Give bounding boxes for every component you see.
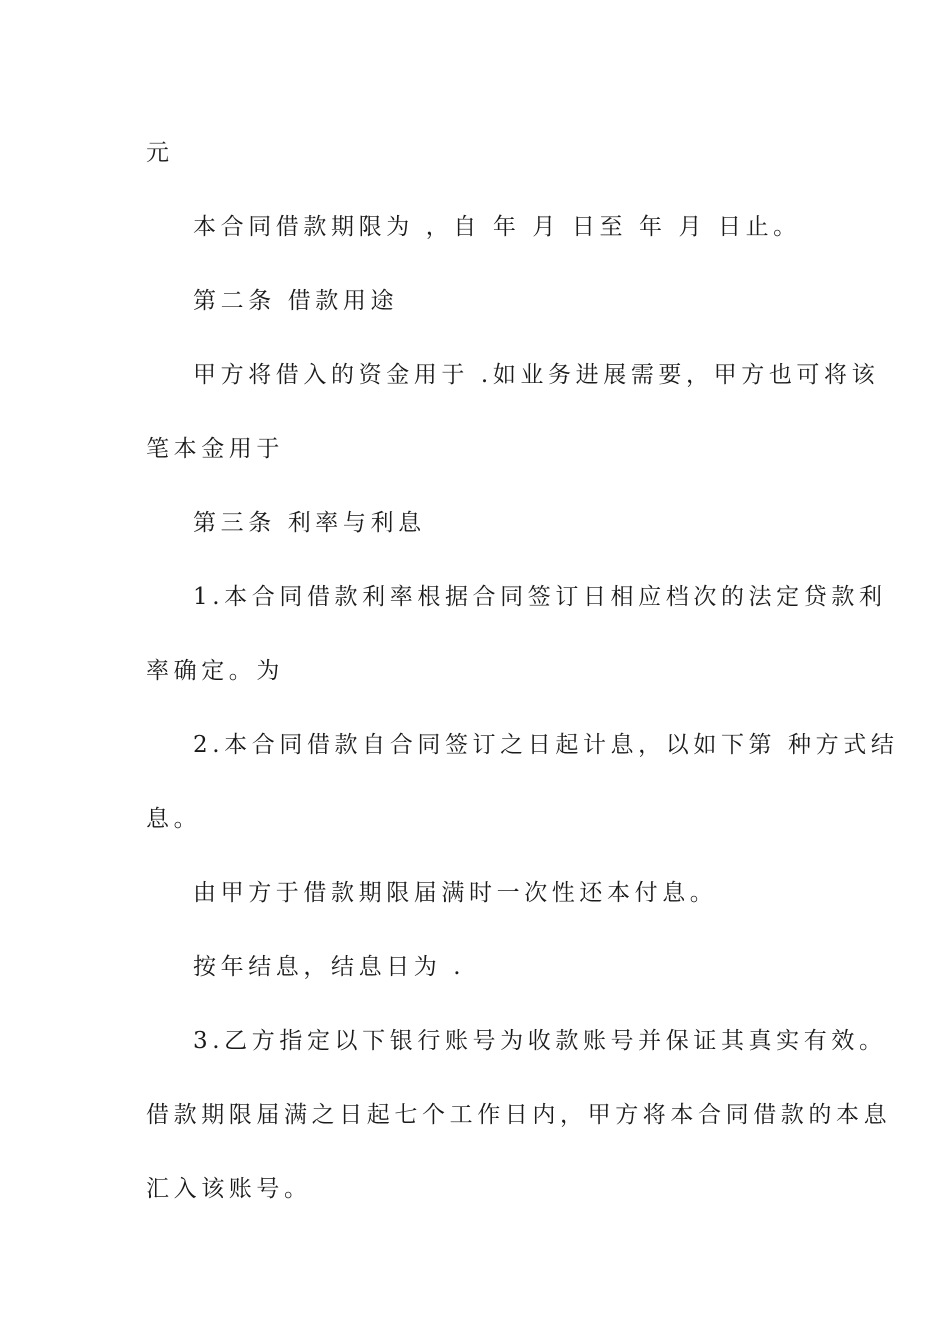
text-line-9: 2.本合同借款自合同签订之日起计息，以如下第 种方式结 — [193, 732, 899, 758]
text-line-14: 借款期限届满之日起七个工作日内，甲方将本合同借款的本息 — [146, 1102, 892, 1128]
text-line-5: 笔本金用于 — [146, 436, 284, 462]
text-line-13: 3.乙方指定以下银行账号为收款账号并保证其真实有效。 — [193, 1028, 887, 1054]
text-line-12: 按年结息，结息日为 . — [193, 954, 466, 980]
article-3-heading: 第三条 利率与利息 — [193, 510, 426, 536]
text-line-7: 1.本合同借款利率根据合同签订日相应档次的法定贷款利 — [193, 584, 887, 610]
text-line-8: 率确定。为 — [146, 658, 284, 684]
text-line-1: 元 — [146, 140, 174, 166]
article-2-heading: 第二条 借款用途 — [193, 288, 399, 314]
text-line-15: 汇入该账号。 — [146, 1176, 312, 1202]
text-line-4: 甲方将借入的资金用于 .如业务进展需要，甲方也可将该 — [193, 362, 880, 388]
text-line-11: 由甲方于借款期限届满时一次性还本付息。 — [193, 880, 718, 906]
text-line-2: 本合同借款期限为 ，自 年 月 日至 年 月 日止。 — [193, 214, 801, 240]
text-line-10: 息。 — [146, 806, 202, 832]
